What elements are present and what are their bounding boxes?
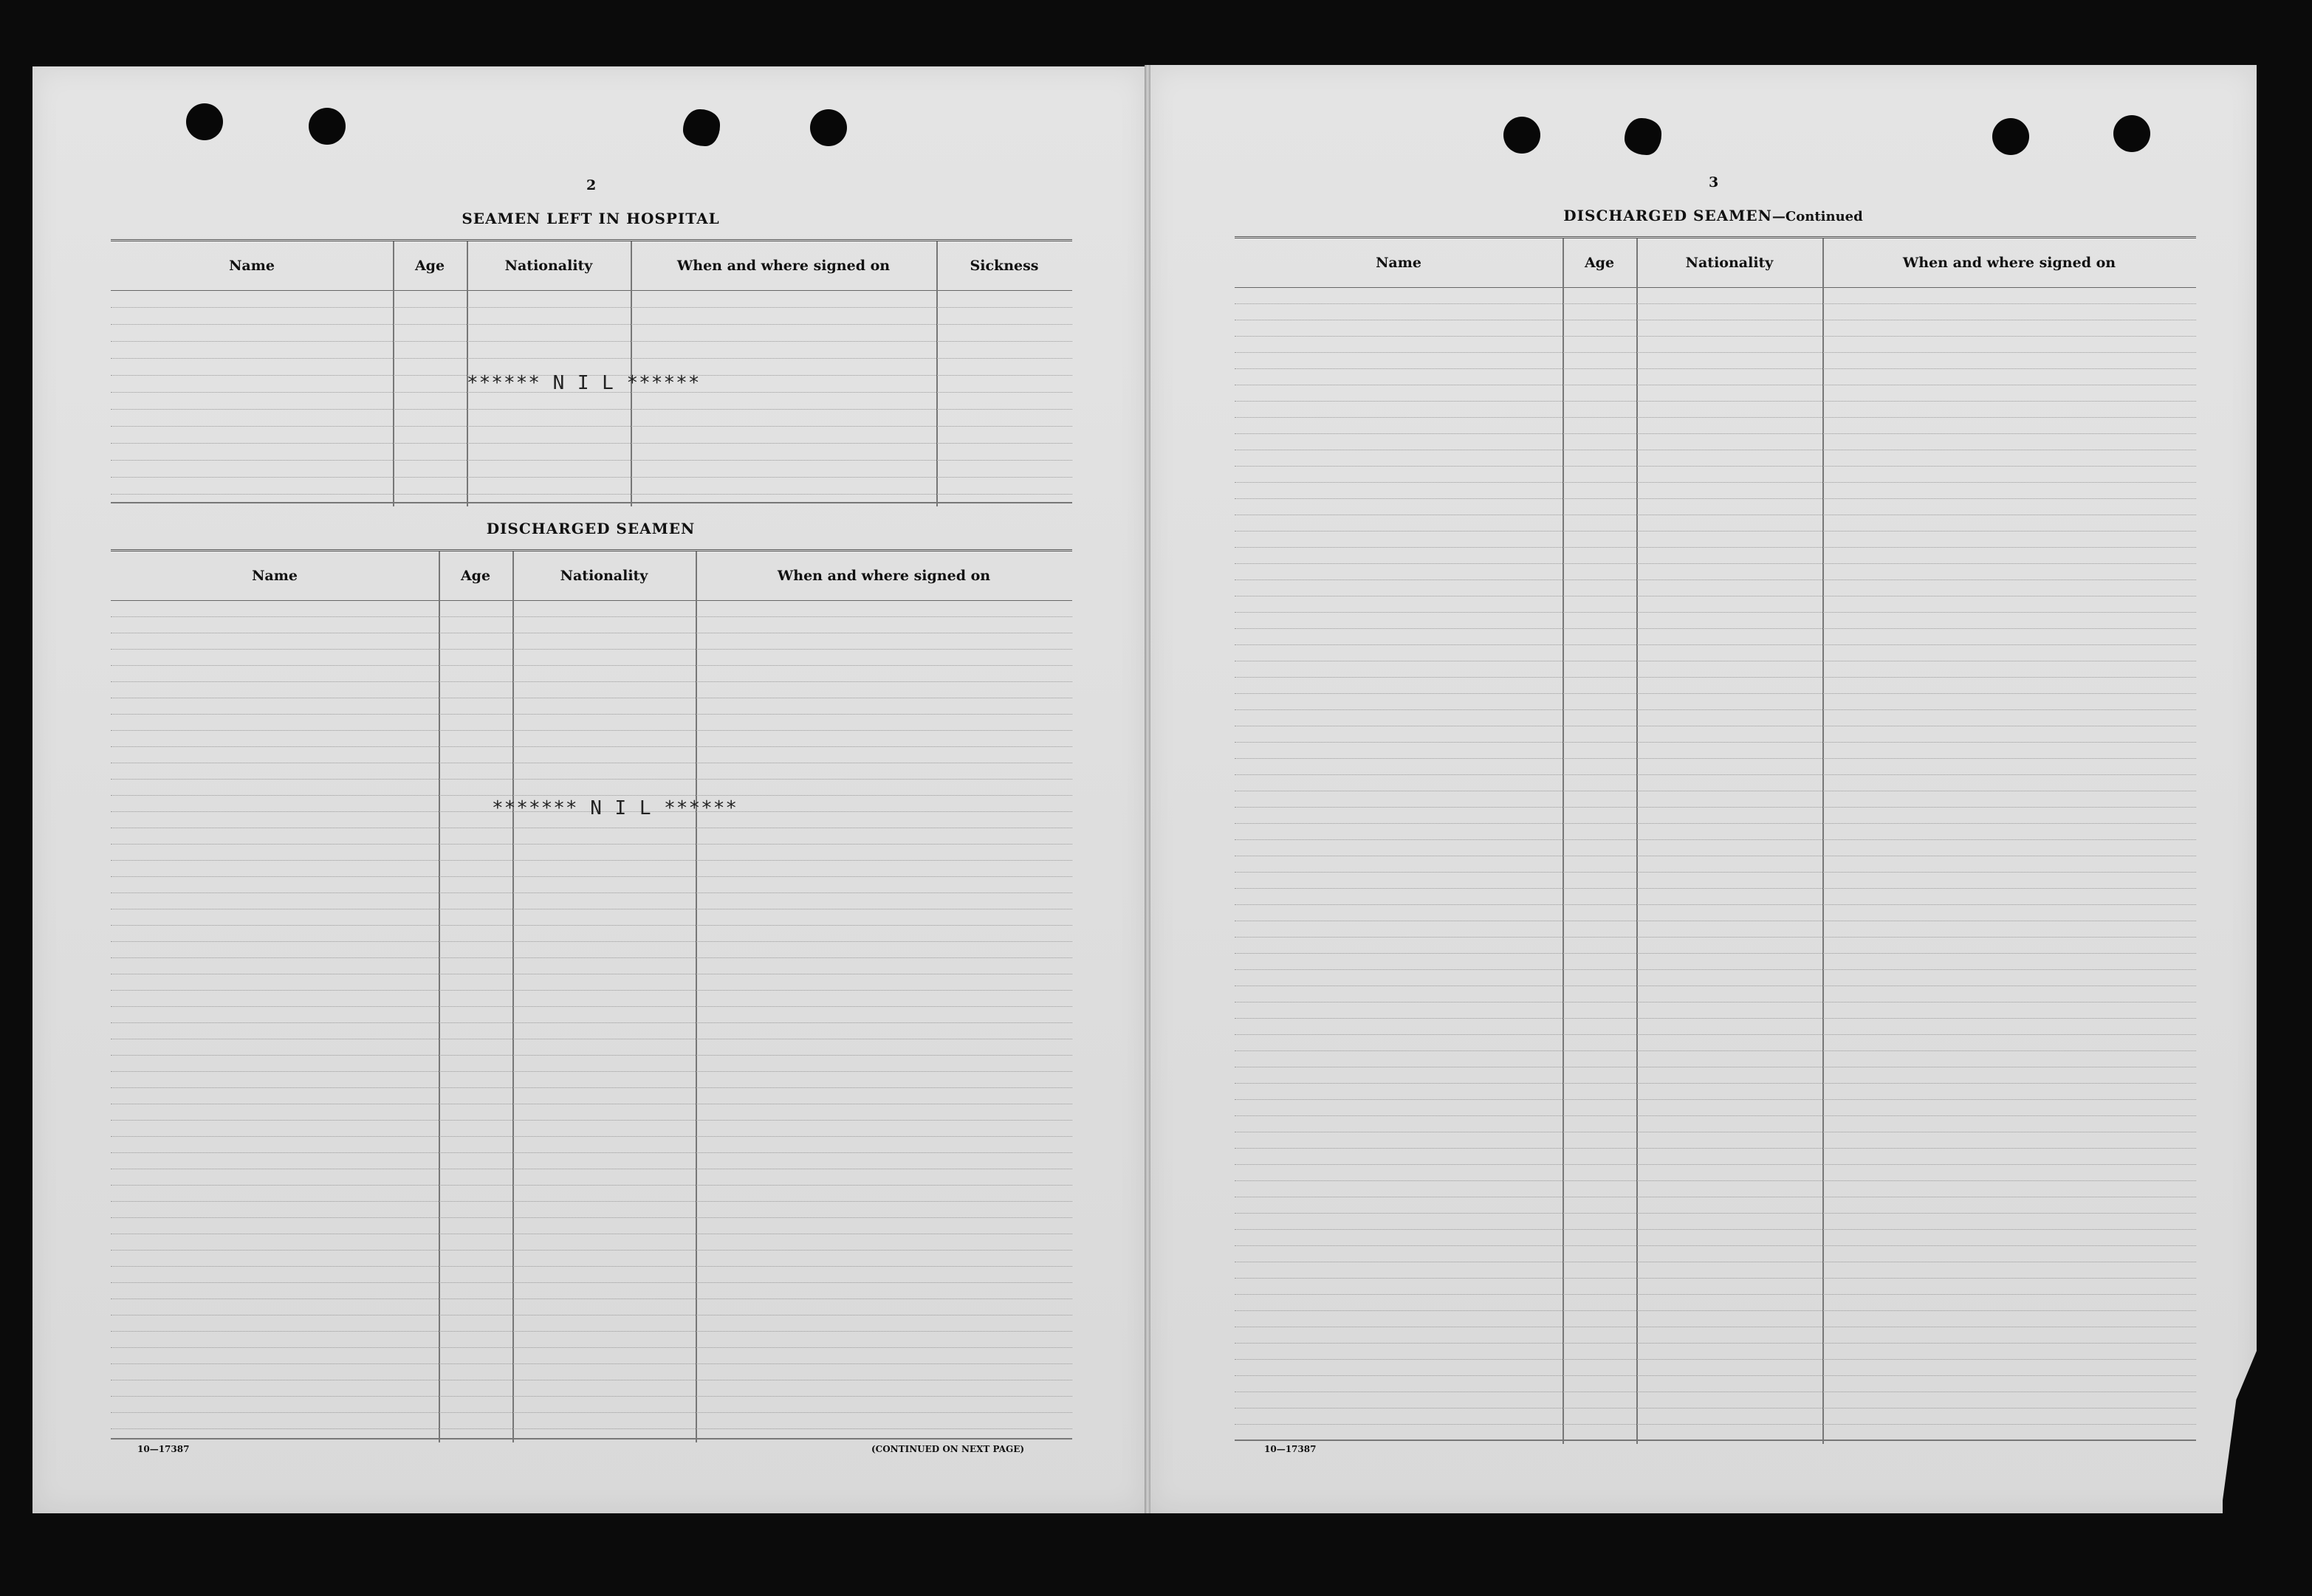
row-rule — [111, 1201, 1072, 1202]
row-rule — [111, 925, 1072, 926]
row-rule — [111, 494, 1072, 495]
column-header-name: Name — [252, 568, 298, 584]
row-rule — [1235, 1245, 2196, 1246]
page-number: 3 — [1709, 174, 1719, 190]
row-rule — [111, 681, 1072, 682]
row-rule — [1235, 433, 2196, 434]
row-rule — [1235, 644, 2196, 645]
row-rule — [1235, 823, 2196, 824]
row-rule — [1235, 303, 2196, 304]
row-rule — [1235, 1018, 2196, 1019]
row-rule — [111, 1396, 1072, 1397]
row-rule — [111, 1185, 1072, 1186]
punch-hole-icon — [2113, 115, 2150, 152]
row-rule — [1235, 368, 2196, 369]
row-rule — [111, 460, 1072, 461]
row-rule — [1235, 1359, 2196, 1360]
row-rule — [111, 409, 1072, 410]
row-rule — [111, 1152, 1072, 1153]
row-rule — [111, 730, 1072, 731]
row-rule — [1235, 482, 2196, 483]
row-rule — [1235, 1278, 2196, 1279]
column-divider — [1563, 238, 1564, 1444]
row-rule — [1235, 1375, 2196, 1376]
row-rule — [1235, 839, 2196, 840]
row-rule — [111, 443, 1072, 444]
column-header-nationality: Nationality — [1685, 255, 1774, 271]
row-rule — [1235, 693, 2196, 694]
row-rule — [1235, 1180, 2196, 1181]
row-rule — [1235, 1050, 2196, 1051]
row-rule — [111, 1347, 1072, 1348]
column-divider — [393, 241, 394, 506]
hospital-table-header — [111, 241, 1072, 291]
column-header-nationality: Nationality — [560, 568, 648, 584]
section-title-main: DISCHARGED SEAMEN — [1563, 207, 1772, 224]
row-rule — [1235, 872, 2196, 873]
column-header-name: Name — [229, 258, 275, 274]
column-header-age: Age — [414, 258, 445, 274]
column-divider — [1822, 238, 1824, 1444]
row-rule — [111, 1055, 1072, 1056]
hospital-nil-entry: ****** N I L ****** — [467, 372, 701, 394]
row-rule — [1235, 969, 2196, 970]
punch-hole-icon — [810, 109, 847, 146]
row-rule — [1235, 1213, 2196, 1214]
row-rule — [1235, 953, 2196, 954]
row-rule — [1235, 758, 2196, 759]
row-rule — [1235, 1164, 2196, 1165]
row-rule — [1235, 709, 2196, 710]
page-spine — [1145, 65, 1150, 1513]
column-header-age: Age — [460, 568, 491, 584]
row-rule — [1235, 547, 2196, 548]
row-rule — [1235, 1148, 2196, 1149]
column-header-age: Age — [1584, 255, 1615, 271]
row-rule — [111, 1266, 1072, 1267]
row-rule — [1235, 579, 2196, 580]
row-rule — [111, 1217, 1072, 1218]
row-rule — [1235, 352, 2196, 353]
punch-hole-icon — [309, 108, 346, 145]
row-rule — [111, 1071, 1072, 1072]
row-rule — [111, 1412, 1072, 1413]
row-rule — [111, 477, 1072, 478]
row-rule — [1235, 1424, 2196, 1425]
row-rule — [1235, 888, 2196, 889]
discharged-table-header — [111, 551, 1072, 601]
row-rule — [1235, 336, 2196, 337]
column-divider — [512, 551, 514, 1442]
form-number: 10—17387 — [1264, 1444, 1317, 1454]
row-rule — [111, 746, 1072, 747]
row-rule — [1235, 1115, 2196, 1116]
row-rule — [111, 795, 1072, 796]
continued-section-title — [1492, 207, 1935, 224]
row-rule — [1235, 466, 2196, 467]
row-rule — [111, 1428, 1072, 1429]
column-divider — [936, 241, 938, 506]
row-rule — [111, 1331, 1072, 1332]
row-rule — [1235, 1343, 2196, 1344]
row-rule — [1235, 1294, 2196, 1295]
discharged-table — [111, 549, 1072, 1440]
punch-hole-icon — [186, 103, 223, 140]
row-rule — [111, 1250, 1072, 1251]
punch-hole-icon — [1992, 118, 2029, 155]
row-rule — [111, 892, 1072, 893]
row-rule — [111, 649, 1072, 650]
discharged-continued-table — [1235, 236, 2196, 1442]
table-bottom-rule — [111, 1438, 1072, 1440]
row-rule — [1235, 1034, 2196, 1035]
punch-hole-icon — [1503, 117, 1540, 154]
row-rule — [111, 1120, 1072, 1121]
table-bottom-rule — [111, 502, 1072, 503]
row-rule — [111, 876, 1072, 877]
row-rule — [1235, 612, 2196, 613]
row-rule — [1235, 937, 2196, 938]
row-rule — [111, 358, 1072, 359]
column-header-nationality: Nationality — [504, 258, 593, 274]
column-divider — [1636, 238, 1638, 1444]
row-rule — [1235, 1099, 2196, 1100]
row-rule — [1235, 628, 2196, 629]
column-header-signed-on: When and where signed on — [777, 568, 991, 584]
row-rule — [1235, 1083, 2196, 1084]
row-rule — [1235, 498, 2196, 499]
discharged-section-title: DISCHARGED SEAMEN — [486, 520, 696, 537]
section-title-suffix: —Continued — [1771, 209, 1863, 224]
row-rule — [111, 1363, 1072, 1364]
row-rule — [111, 1282, 1072, 1283]
row-rule — [111, 844, 1072, 845]
row-rule — [1235, 1310, 2196, 1311]
row-rule — [111, 714, 1072, 715]
row-rule — [1235, 563, 2196, 564]
discharged-nil-entry: ******* N I L ****** — [492, 797, 738, 819]
row-rule — [111, 957, 1072, 958]
row-rule — [1235, 1229, 2196, 1230]
row-rule — [1235, 401, 2196, 402]
row-rule — [111, 1087, 1072, 1088]
row-rule — [1235, 774, 2196, 775]
row-rule — [111, 990, 1072, 991]
row-rule — [111, 665, 1072, 666]
column-header-signed-on: When and where signed on — [1902, 255, 2116, 271]
continued-table-header — [1235, 238, 2196, 288]
row-rule — [1235, 742, 2196, 743]
punch-hole-icon — [1625, 118, 1661, 155]
row-rule — [1235, 531, 2196, 532]
column-divider — [696, 551, 697, 1442]
row-rule — [111, 1136, 1072, 1137]
column-header-name: Name — [1376, 255, 1421, 271]
column-header-sickness: Sickness — [970, 258, 1039, 274]
row-rule — [111, 426, 1072, 427]
row-rule — [111, 1006, 1072, 1007]
row-rule — [111, 941, 1072, 942]
row-rule — [111, 341, 1072, 342]
row-rule — [111, 324, 1072, 325]
row-rule — [1235, 677, 2196, 678]
hospital-section-title: SEAMEN LEFT IN HOSPITAL — [462, 210, 720, 227]
row-rule — [1235, 417, 2196, 418]
row-rule — [111, 779, 1072, 780]
row-rule — [1235, 904, 2196, 905]
row-rule — [111, 860, 1072, 861]
page-number: 2 — [586, 177, 597, 193]
table-bottom-rule — [1235, 1440, 2196, 1441]
row-rule — [1235, 807, 2196, 808]
row-rule — [111, 307, 1072, 308]
row-rule — [111, 1022, 1072, 1023]
column-header-signed-on: When and where signed on — [676, 258, 891, 274]
form-number: 10—17387 — [137, 1444, 190, 1454]
column-divider — [439, 551, 440, 1442]
punch-hole-icon — [683, 109, 720, 146]
row-rule — [111, 616, 1072, 617]
continued-note: (CONTINUED ON NEXT PAGE) — [871, 1444, 1025, 1454]
